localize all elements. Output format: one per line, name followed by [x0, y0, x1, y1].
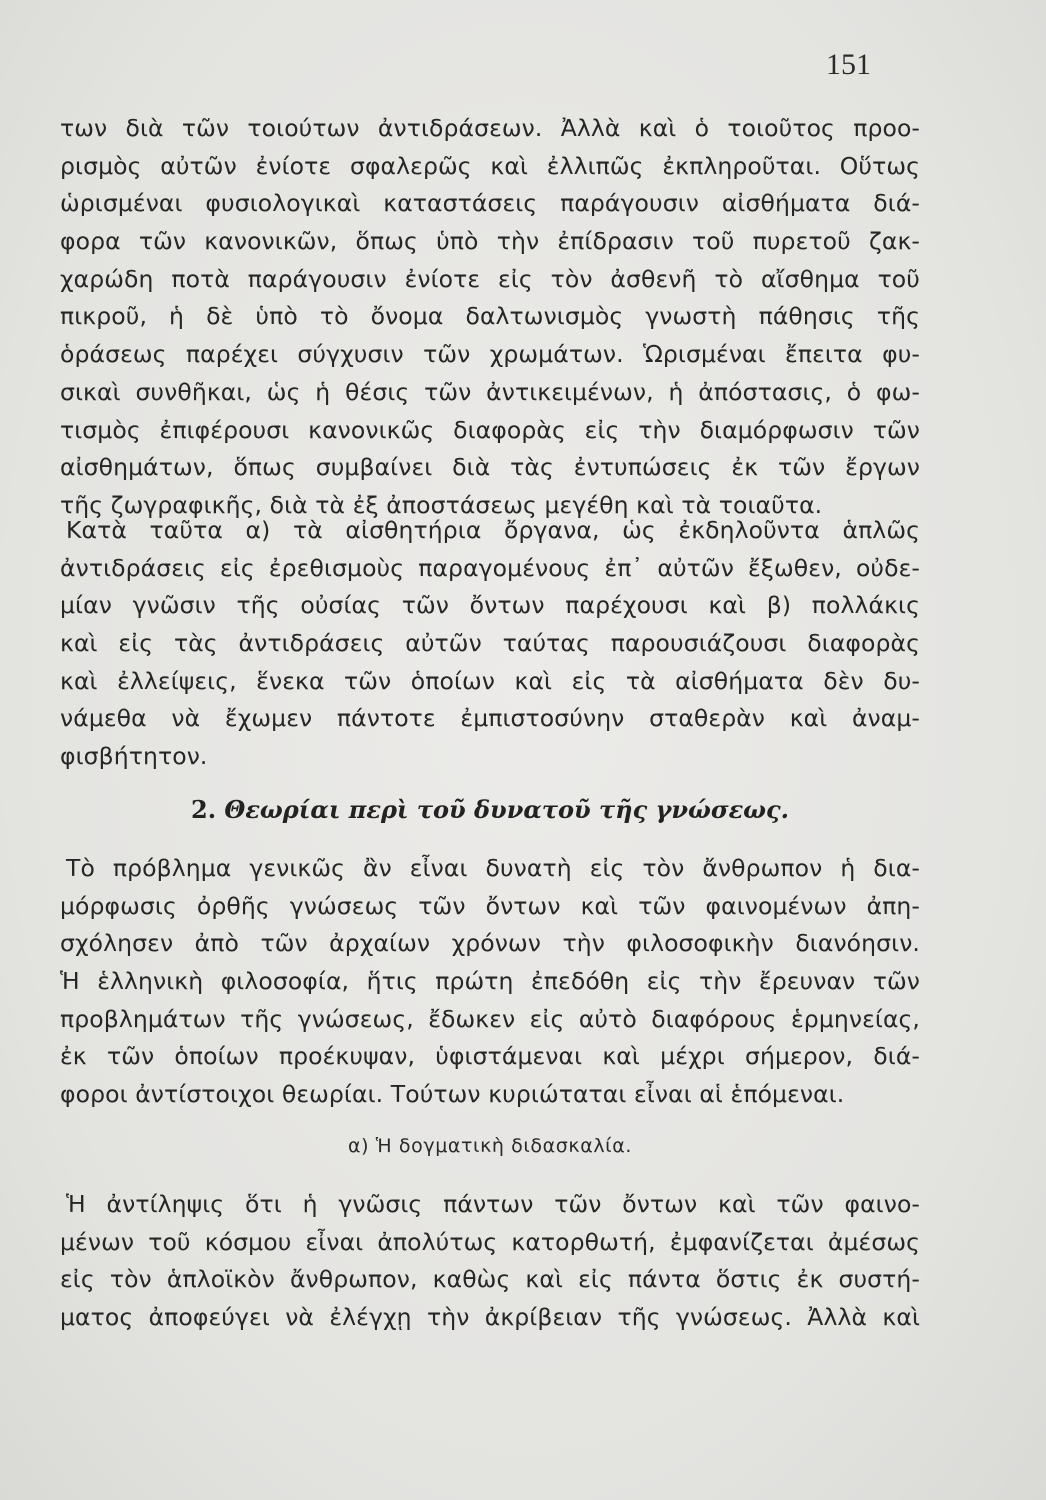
- text-line: Ἡ ἑλληνικὴ φιλοσοφία, ἥτις πρώτη ἐπεδόθη εἰς τὴν ἔρευναν τῶν: [60, 967, 920, 996]
- text-line: καὶ εἰς τὰς ἀντιδράσεις αὐτῶν ταύτας παρουσιάζουσι διαφορὰς: [60, 629, 920, 658]
- text-line: νάμεθα νὰ ἔχωμεν πάντοτε ἐμπιστοσύνην σταθερὰν καὶ ἀναμ-: [60, 704, 920, 733]
- text-line: Κατὰ ταῦτα α) τὰ αἰσθητήρια ὄργανα, ὡς ἐκδηλοῦντα ἁπλῶς: [66, 516, 920, 544]
- text-line: τισμὸς ἐπιφέρουσι κανονικῶς διαφορὰς εἰς τὴν διαμόρφωσιν τῶν: [60, 415, 920, 444]
- text-line: ὡρισμέναι φυσιολογικαὶ καταστάσεις παράγουσιν αἰσθήματα διά-: [60, 189, 920, 218]
- text-line: των διὰ τῶν τοιούτων ἀντιδράσεων. Ἀλλὰ καὶ ὁ τοιοῦτος προο-: [60, 114, 920, 142]
- text-line: φισβήτητον.: [60, 742, 208, 771]
- text-line: τῆς ζωγραφικῆς, διὰ τὰ ἐξ ἀποστάσεως μεγέθη καὶ τὰ τοιαῦτα.: [60, 490, 823, 519]
- page-number: 151: [826, 48, 871, 81]
- text-line: σχόλησεν ἀπὸ τῶν ἀρχαίων χρόνων τὴν φιλοσοφικὴν διανόησιν.: [60, 929, 920, 958]
- paragraph-physiological-conditions: [60, 110, 920, 525]
- text-line: φοροι ἀντίστοιχοι θεωρίαι. Τούτων κυριώταται εἶναι αἱ ἑπόμεναι.: [60, 1080, 845, 1109]
- text-line: φορα τῶν κανονικῶν, ὅπως ὑπὸ τὴν ἐπίδρασιν τοῦ πυρετοῦ ζακ-: [60, 227, 920, 256]
- text-line: σικαὶ συνθῆκαι, ὡς ἡ θέσις τῶν ἀντικειμένων, ἡ ἀπόστασις, ὁ φω-: [60, 377, 920, 406]
- paragraph-dogmatic-doctrine: [60, 1186, 920, 1337]
- paragraph-problem-of-knowledge: [60, 850, 920, 1114]
- section-title: Θεωρίαι περὶ τοῦ δυνατοῦ τῆς γνώσεως.: [224, 795, 789, 824]
- section-number: 2.: [191, 795, 217, 824]
- text-line: μένων τοῦ κόσμου εἶναι ἀπολύτως κατορθωτή, ἐμφανίζεται ἀμέσως: [60, 1227, 920, 1256]
- text-line: χαρώδη ποτὰ παράγουσιν ἐνίοτε εἰς τὸν ἀσθενῆ τὸ αἴσθημα τοῦ: [60, 264, 920, 293]
- text-line: πικροῦ, ἡ δὲ ὑπὸ τὸ ὄνομα δαλτωνισμὸς γνωστὴ πάθησις τῆς: [60, 302, 920, 331]
- text-line: μίαν γνῶσιν τῆς οὐσίας τῶν ὄντων παρέχουσι καὶ β) πολλάκις: [60, 591, 920, 620]
- text-line: Τὸ πρόβλημα γενικῶς ἂν εἶναι δυνατὴ εἰς τὸν ἄνθρωπον ἡ δια-: [66, 854, 920, 882]
- subsection-heading: α) Ἡ δογματικὴ διδασκαλία.: [348, 1135, 632, 1157]
- text-line: εἰς τὸν ἁπλοϊκὸν ἄνθρωπον, καθὼς καὶ εἰς πάντα ὅστις ἐκ συστή-: [60, 1265, 920, 1294]
- text-line: ματος ἀποφεύγει νὰ ἐλέγχῃ τὴν ἀκρίβειαν τῆς γνώσεως. Ἀλλὰ καὶ: [60, 1303, 920, 1332]
- text-line: ὁράσεως παρέχει σύγχυσιν τῶν χρωμάτων. Ὡρισμέναι ἔπειτα φυ-: [60, 340, 920, 369]
- paragraph-conclusion-senses: [60, 512, 920, 776]
- text-line: ἐκ τῶν ὁποίων προέκυψαν, ὑφιστάμεναι καὶ μέχρι σήμερον, διά-: [60, 1042, 920, 1071]
- text-line: αἰσθημάτων, ὅπως συμβαίνει διὰ τὰς ἐντυπώσεις ἐκ τῶν ἔργων: [60, 453, 920, 482]
- section-heading: [60, 795, 920, 824]
- text-line: μόρφωσις ὀρθῆς γνώσεως τῶν ὄντων καὶ τῶν φαινομένων ἀπη-: [60, 891, 920, 920]
- text-line: ρισμὸς αὐτῶν ἐνίοτε σφαλερῶς καὶ ἐλλιπῶς ἐκπληροῦται. Οὕτως: [60, 151, 920, 180]
- text-line: ἀντιδράσεις εἰς ἐρεθισμοὺς παραγομένους ἐπ᾽ αὐτῶν ἔξωθεν, οὐδε-: [60, 553, 920, 582]
- text-line: Ἡ ἀντίληψις ὅτι ἡ γνῶσις πάντων τῶν ὄντων καὶ τῶν φαινο-: [66, 1190, 920, 1218]
- text-line: καὶ ἐλλείψεις, ἕνεκα τῶν ὁποίων καὶ εἰς τὰ αἰσθήματα δὲν δυ-: [60, 666, 920, 695]
- text-line: προβλημάτων τῆς γνώσεως, ἔδωκεν εἰς αὐτὸ διαφόρους ἑρμηνείας,: [60, 1004, 920, 1033]
